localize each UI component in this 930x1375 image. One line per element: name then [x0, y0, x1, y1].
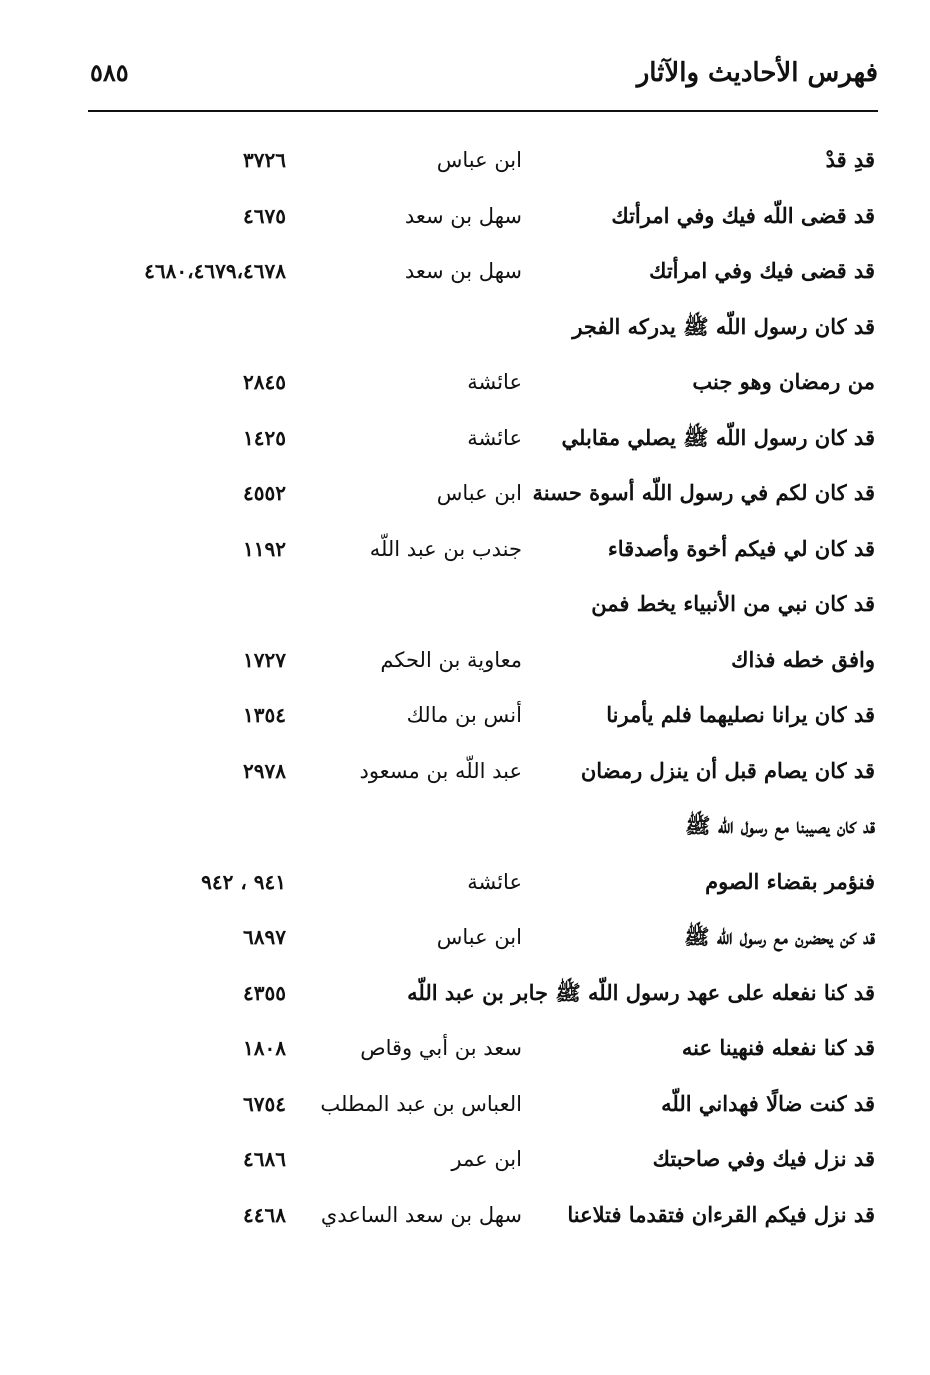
index-entry — [0, 192, 930, 248]
narrator: ابن عباس — [436, 148, 522, 172]
narrator: سهل بن سعد — [404, 259, 522, 283]
index-entry — [0, 1135, 930, 1191]
index-entry — [0, 247, 930, 303]
index-entry — [0, 580, 930, 636]
hadith-number: ٤٦٧٥ — [243, 203, 286, 228]
hadith-number: ٢٨٤٥ — [243, 370, 286, 394]
hadith-index-list — [0, 136, 930, 1246]
narrator: عائشة — [467, 425, 522, 450]
hadith-text: من رمضان وهو جنب — [692, 369, 875, 394]
hadith-text: قد نزل فيكم القرءان فتقدما فتلاعنا — [567, 1201, 875, 1227]
index-entry — [0, 1024, 930, 1080]
narrator: ابن عباس — [436, 481, 522, 505]
hadith-text: قد قضى فيك وفي امرأتك — [649, 258, 875, 283]
hadith-number: ٤٣٥٥ — [243, 980, 286, 1005]
hadith-text: قد كان رسول اللّه ﷺ يدركه الفجر — [572, 313, 875, 339]
hadith-number: ٣٧٢٦ — [243, 148, 286, 172]
narrator: ابن عباس — [436, 925, 522, 949]
hadith-number: ١٤٢٥ — [243, 425, 286, 450]
index-entry — [0, 303, 930, 359]
hadith-number: ٢٩٧٨ — [243, 758, 286, 783]
hadith-text: قدِ قدْ — [825, 147, 875, 172]
hadith-number: ٤٦٨٦ — [243, 1147, 286, 1171]
index-entry — [0, 469, 930, 525]
hadith-text: قد كن يحضرن مع رسول اللّه ﷺ — [684, 924, 875, 949]
page-header — [88, 56, 878, 102]
hadith-number: ٤٤٦٨ — [243, 1202, 286, 1227]
narrator: ابن عمر — [451, 1147, 522, 1171]
index-entry — [0, 1080, 930, 1136]
narrator: عبد اللّه بن مسعود — [359, 758, 522, 783]
hadith-text: قد قضى اللّه فيك وفي امرأتك — [611, 202, 875, 228]
hadith-text: قد كان رسول اللّه ﷺ يصلي مقابلي — [561, 424, 875, 450]
index-entry — [0, 358, 930, 414]
hadith-text: وافق خطه فذاك — [731, 646, 875, 672]
hadith-number: ٤٦٨٠،٤٦٧٩،٤٦٧٨ — [144, 259, 286, 283]
narrator: سهل بن سعد — [404, 203, 522, 228]
hadith-number: ٦٨٩٧ — [243, 925, 286, 949]
narrator: جندب بن عبد اللّه — [369, 536, 522, 561]
narrator: عائشة — [467, 869, 522, 894]
hadith-number: ١٧٢٧ — [243, 647, 286, 672]
narrator: العباس بن عبد المطلب — [320, 1091, 522, 1116]
hadith-text: قد كنا نفعله فنهينا عنه — [681, 1035, 875, 1060]
narrator: أنس بن مالك — [406, 703, 522, 727]
hadith-text: قد كنا نفعله على عهد رسول اللّه ﷺ جابر بن عبد اللّه — [407, 979, 875, 1005]
index-entry — [0, 802, 930, 858]
hadith-text: فنؤمر بقضاء الصوم — [705, 868, 875, 894]
index-entry — [0, 414, 930, 470]
narrator: سعد بن أبي وقاص — [360, 1036, 522, 1060]
index-entry — [0, 136, 930, 192]
index-entry — [0, 913, 930, 969]
index-entry — [0, 858, 930, 914]
hadith-number: ١٣٥٤ — [243, 703, 286, 727]
hadith-number: ١٨٠٨ — [243, 1036, 286, 1060]
index-entry — [0, 636, 930, 692]
index-entry — [0, 525, 930, 581]
hadith-number: ٩٤١ ، ٩٤٢ — [201, 869, 286, 894]
hadith-number: ٤٥٥٢ — [243, 481, 286, 505]
index-entry — [0, 747, 930, 803]
page-number: ٥٨٥ — [90, 58, 129, 87]
index-entry — [0, 1191, 930, 1247]
hadith-text: قد كان يرانا نصليهما فلم يأمرنا — [606, 702, 875, 727]
header-divider — [88, 110, 878, 112]
hadith-text: قد كان لي فيكم أخوة وأصدقاء — [607, 535, 875, 561]
hadith-text: قد كنت ضالًا فهداني اللّه — [661, 1090, 875, 1116]
hadith-number: ٦٧٥٤ — [243, 1091, 286, 1116]
hadith-text: قد نزل فيك وفي صاحبتك — [652, 1146, 875, 1171]
hadith-text: قد كان يصام قبل أن ينزل رمضان — [580, 757, 875, 783]
page-title: فهرس الأحاديث والآثار — [636, 58, 878, 88]
narrator: سهل بن سعد الساعدي — [320, 1202, 522, 1227]
narrator: معاوية بن الحكم — [380, 647, 522, 672]
hadith-text: قد كان يصيبنا مع رسول اللّه ﷺ — [685, 813, 875, 838]
hadith-text: قد كان نبي من الأنبياء يخط فمن — [591, 591, 875, 616]
index-entry — [0, 691, 930, 747]
hadith-text: قد كان لكم في رسول اللّه أسوة حسنة — [532, 480, 875, 505]
narrator: عائشة — [467, 370, 522, 394]
index-entry — [0, 969, 930, 1025]
hadith-number: ١١٩٢ — [243, 536, 286, 561]
